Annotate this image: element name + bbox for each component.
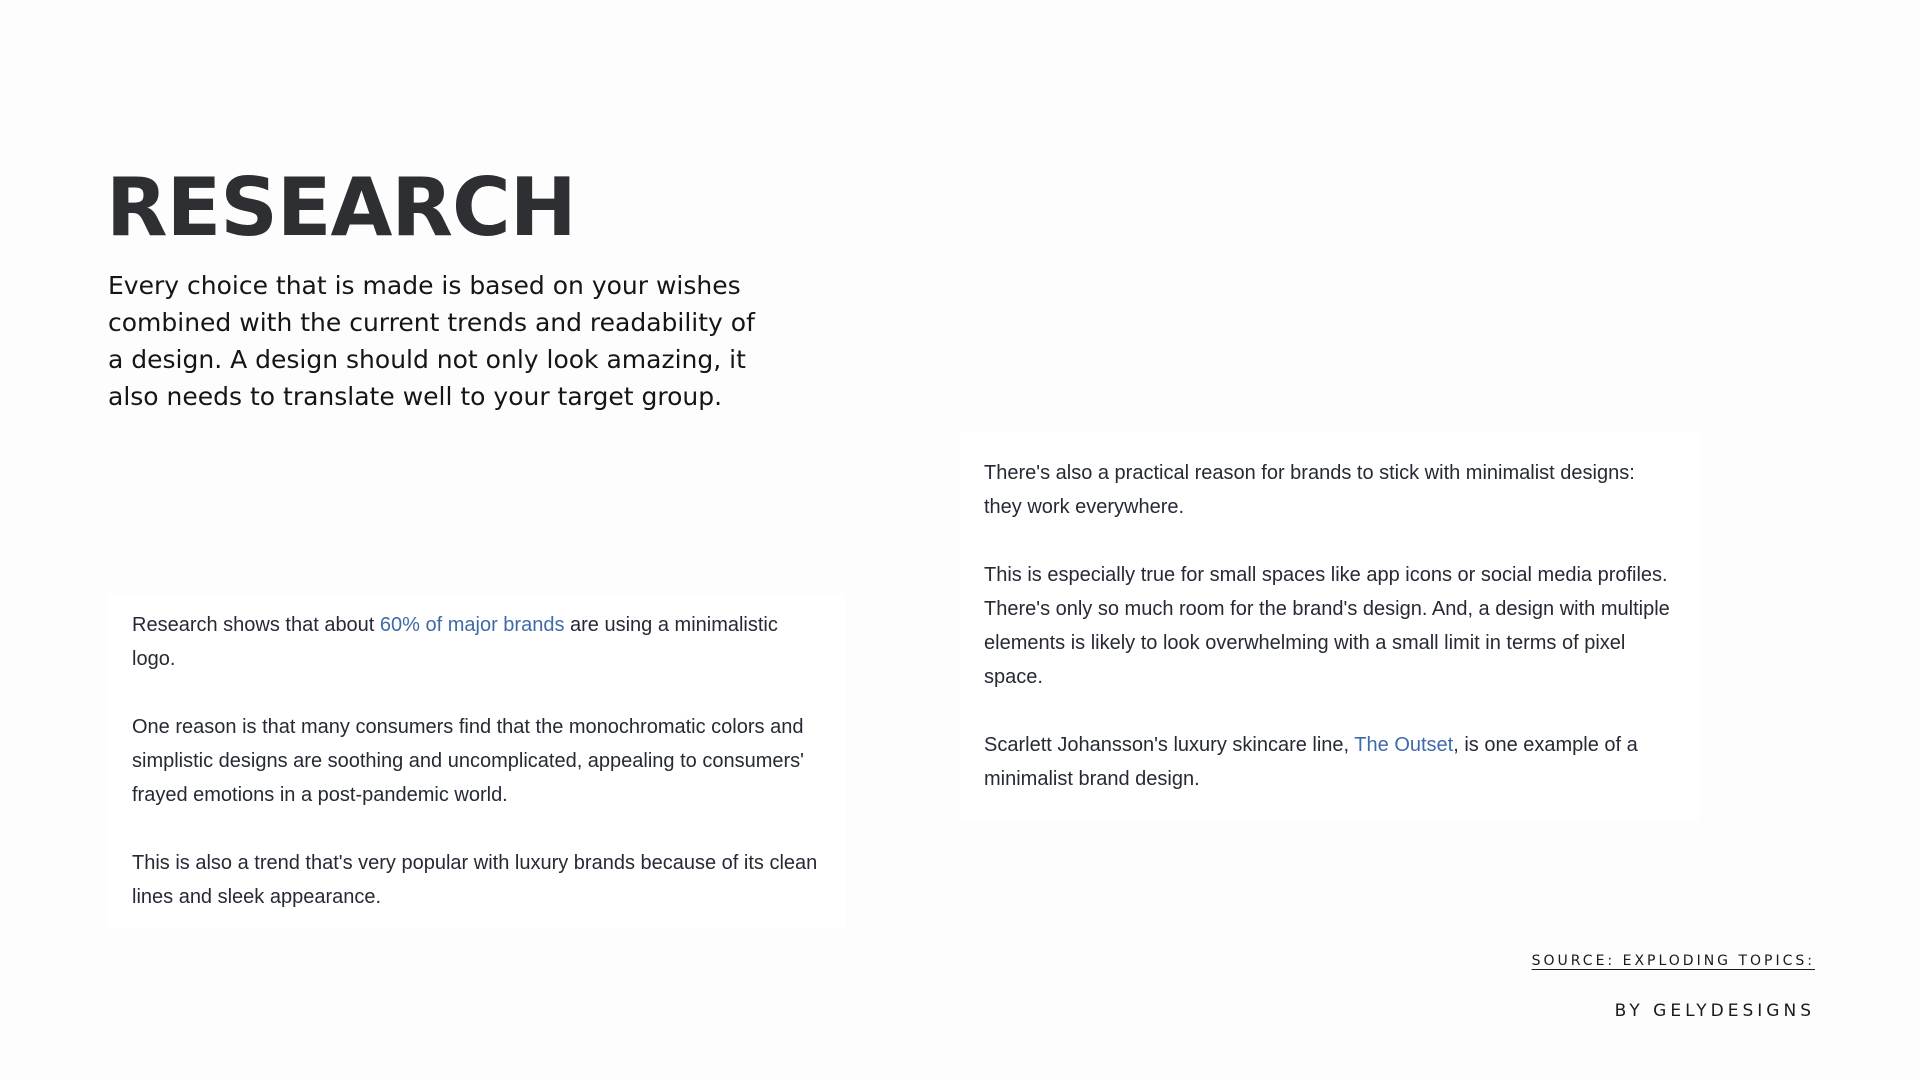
quote-paragraph: One reason is that many consumers find that the monochromatic colors and simplistic designs are soothing and uncomplicated, appealing to consumers' frayed emotions in a post-pandemic world.	[132, 716, 804, 806]
quote-text: Research shows that about	[132, 614, 380, 636]
quote-paragraph: This is also a trend that's very popular with luxury brands because of its clean lines and sleek appearance.	[132, 852, 818, 908]
quote-paragraph	[132, 608, 824, 676]
byline: BY GELYDESIGNS	[1614, 1001, 1815, 1021]
page-title: RESEARCH	[106, 161, 576, 254]
quote-paragraph	[984, 728, 1678, 796]
quote-paragraph: There's also a practical reason for brands to stick with minimalist designs: they work everywhere.	[984, 462, 1635, 518]
quote-text: are using a minimalistic logo.	[132, 614, 778, 670]
quote-card-right	[960, 432, 1700, 820]
major-brands-link[interactable]: 60% of major brands	[379, 614, 565, 636]
intro-paragraph: Every choice that is made is based on your wishes combined with the current trends and readability of a design. A design should not only look amazing, it also needs to translate well to your target group.	[108, 271, 755, 411]
source-link[interactable]: SOURCE: EXPLODING TOPICS:	[1531, 953, 1815, 969]
quote-card-left	[108, 594, 846, 928]
quote-text: , is one example of a minimalist brand design.	[984, 734, 1638, 790]
quote-paragraph: This is especially true for small spaces like app icons or social media profiles. There's only so much room for the brand's design. And, a design with multiple elements is likely to look overwhelming with a small limit in terms of pixel space.	[984, 564, 1670, 688]
quote-text: Scarlett Johansson's luxury skincare line,	[984, 734, 1355, 756]
the-outset-link[interactable]: The Outset	[1354, 734, 1454, 756]
